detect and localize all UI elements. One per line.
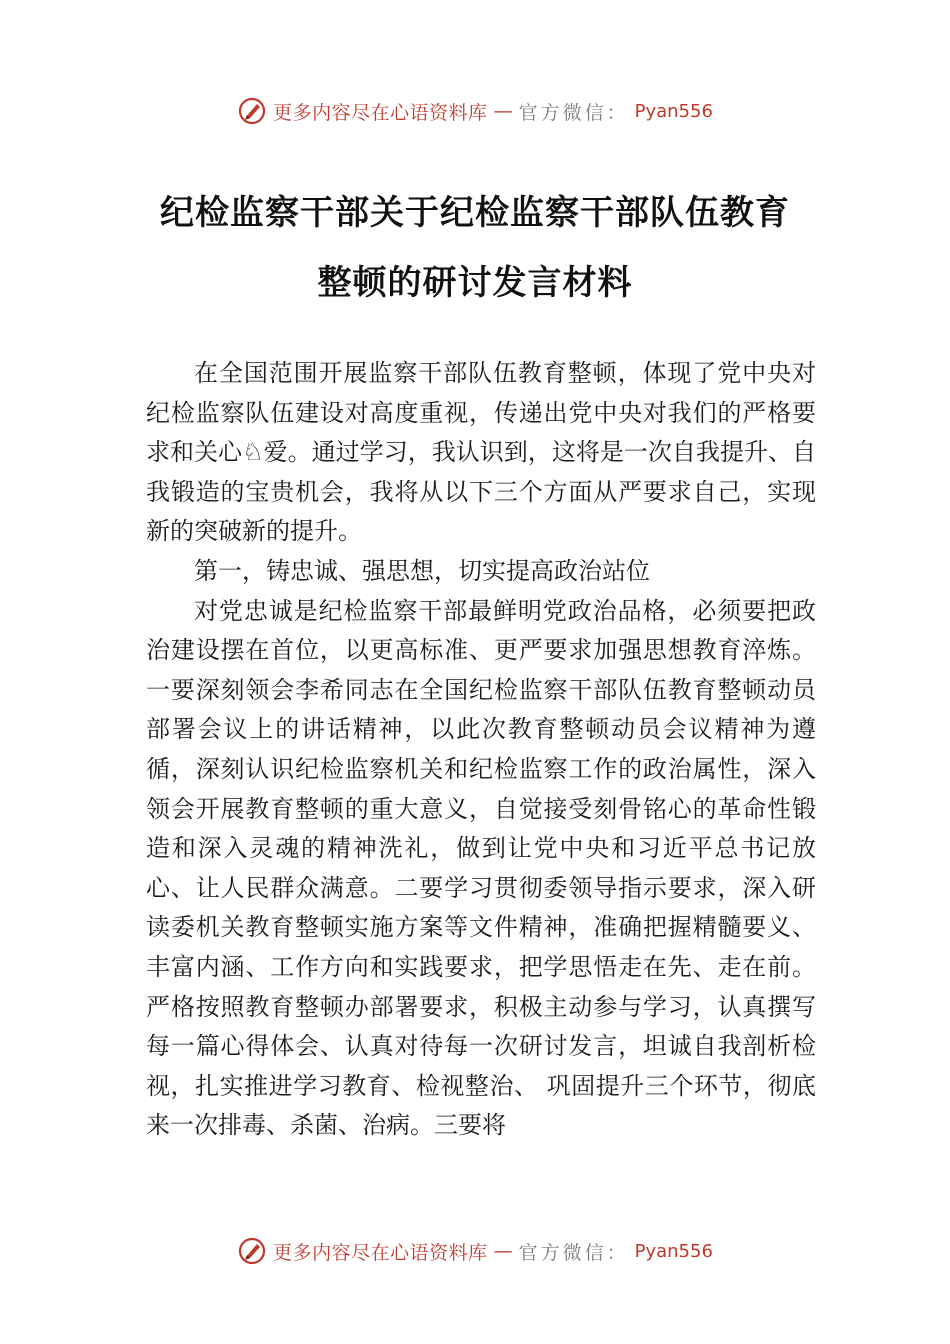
document-title: [0, 178, 950, 318]
watermark-brand: 更多内容尽在心语资料库: [273, 1241, 488, 1264]
watermark-wechat-label: 官方微信：: [518, 101, 629, 124]
watermark-wechat-id: Pyan556: [634, 100, 713, 122]
watermark-dash: —: [493, 1240, 513, 1262]
paragraph-intro: 在全国范围开展监察干部队伍教育整顿，体现了党中央对纪检监察队伍建设对高度重视，传递出党中央对我们的严格要求和关心♘爱。通过学习，我认识到，这将是一次自我提升、自我锻造的宝贵机会，我将从以下三个方面从严要求自己，实现新的突破新的提升。: [146, 359, 816, 546]
watermark-wechat-id: Pyan556: [634, 1240, 713, 1262]
footer-watermark: [0, 1236, 950, 1266]
title-line-1: 纪检监察干部关于纪检监察干部队伍教育: [160, 193, 790, 233]
pen-logo-icon: [237, 96, 267, 126]
header-watermark: [0, 96, 950, 126]
watermark-brand: 更多内容尽在心语资料库: [273, 101, 488, 124]
section-heading-1: 第一，铸忠诚、强思想，切实提高政治站位: [194, 556, 650, 585]
document-body: [146, 354, 816, 1146]
watermark-dash: —: [493, 100, 513, 122]
pen-logo-icon: [237, 1236, 267, 1266]
paragraph-section-1: 对党忠诚是纪检监察干部最鲜明党政治品格，必须要把政治建设摆在首位，以更高标准、更严要求加强思想教育淬炼。一要深刻领会李希同志在全国纪检监察干部队伍教育整顿动员部署会议上的讲话精神，以此次教育整顿动员会议精神为遵循，深刻认识纪检监察机关和纪检监察工作的政治属性，深入领会开展教育整顿的重大意义，自觉接受刻骨铭心的革命性锻造和深入灵魂的精神洗礼，做到让党中央和习近平总书记放心、让人民群众满意。二要学习贯彻委领导指示要求，深入研读委机关教育整顿实施方案等文件精神，准确把握精髓要义、丰富内涵、工作方向和实践要求，把学思悟走在先、走在前。严格按照教育整顿办部署要求，积极主动参与学习，认真撰写每一篇心得体会、认真对待每一次研讨发言，坦诚自我剖析检视，扎实推进学习教育、检视整治、 巩固提升三个环节，彻底来一次排毒、杀菌、治病。三要将: [146, 596, 816, 1140]
title-line-2: 整顿的研讨发言材料: [317, 263, 633, 303]
watermark-wechat-label: 官方微信：: [518, 1241, 629, 1264]
